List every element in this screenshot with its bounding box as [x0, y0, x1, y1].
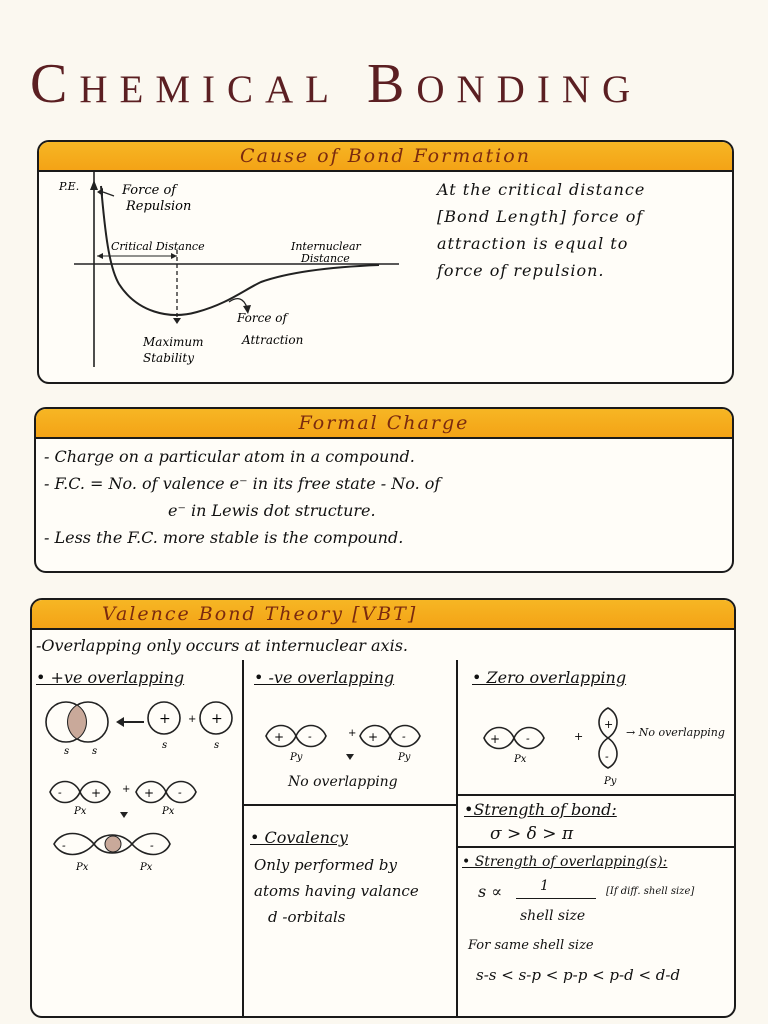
svg-text:-: - [526, 732, 530, 745]
row-divider [458, 846, 734, 848]
bond-formation-notes [437, 176, 727, 284]
covalency-line: atoms having valance [254, 882, 419, 900]
note-line: force of repulsion. [437, 261, 605, 280]
px-label: Px [140, 862, 153, 873]
svg-text:+: + [144, 786, 155, 800]
svg-text:+: + [188, 714, 197, 725]
fraction-bar [516, 898, 596, 899]
svg-text:-: - [58, 786, 62, 799]
potential-energy-graph [39, 172, 439, 382]
positive-overlap-title: • +ve overlapping [36, 668, 185, 687]
py-label: Py [398, 752, 411, 763]
svg-text:+: + [159, 711, 171, 727]
attraction-label: Force of Attraction [237, 311, 304, 347]
zero-overlap-result: → No overlapping [626, 726, 725, 739]
svg-text:-: - [178, 786, 182, 799]
svg-text:+: + [91, 786, 102, 800]
strength-overlap-note: [If diff. shell size] [606, 886, 695, 897]
formal-charge-card [34, 407, 734, 573]
svg-text:+: + [274, 730, 285, 744]
strength-overlap-title: • Strength of overlapping(s): [462, 854, 668, 870]
s-label: s [162, 740, 168, 751]
svg-text:+: + [368, 730, 379, 744]
column-divider [456, 660, 458, 1016]
svg-text:+: + [122, 784, 131, 795]
vbt-intro: -Overlapping only occurs at internuclear axis. [36, 636, 408, 655]
svg-text:+: + [211, 711, 223, 727]
arrow-left-icon [116, 717, 124, 727]
svg-text:-: - [62, 839, 66, 852]
px-label: Px [76, 862, 89, 873]
critical-distance-label: Critical Distance [111, 240, 205, 253]
svg-text:+: + [490, 732, 501, 746]
note-line: attraction is equal to [437, 234, 629, 253]
strength-bond-title: •Strength of bond: [464, 800, 617, 819]
zero-overlap-diagram [462, 704, 732, 794]
svg-text:+: + [604, 718, 614, 731]
internuclear-label: Internuclear Distance [291, 240, 361, 265]
page-title: Chemical Bonding [30, 53, 643, 115]
py-label: Py [604, 776, 617, 787]
covalency-title: • Covalency [250, 828, 348, 847]
px-label: Px [162, 806, 175, 817]
covalency-line: Only performed by [254, 856, 397, 874]
formal-charge-line: e⁻ in Lewis dot structure. [168, 501, 376, 520]
px-label: Px [74, 806, 87, 817]
svg-text:-: - [150, 839, 154, 852]
strength-overlap-numerator: 1 [540, 878, 549, 894]
s-label: s [64, 746, 70, 757]
formal-charge-heading: Formal Charge [36, 409, 732, 439]
positive-overlap-diagram [36, 692, 242, 962]
row-divider [458, 794, 734, 796]
s-label: s [92, 746, 98, 757]
stability-label: Maximum Stability [143, 335, 204, 365]
negative-overlap-result: No overlapping [288, 774, 398, 790]
svg-text:-: - [605, 750, 609, 763]
svg-text:-: - [308, 730, 312, 743]
y-axis-label: P.E. [59, 180, 80, 193]
svg-text:-: - [402, 730, 406, 743]
svg-text:+: + [348, 728, 357, 739]
py-label: Py [290, 752, 303, 763]
strength-overlap-relation: s ∝ [478, 882, 503, 901]
formal-charge-line: - Less the F.C. more stable is the compound. [44, 528, 404, 547]
y-axis-arrow-icon [90, 180, 98, 190]
negative-overlap-diagram [250, 708, 450, 808]
note-line: At the critical distance [437, 180, 646, 199]
formal-charge-line: - F.C. = No. of valence e⁻ in its free state - No. of [44, 474, 441, 493]
column-divider [242, 660, 244, 1016]
strength-overlap-order: s-s < s-p < p-p < p-d < d-d [476, 966, 681, 984]
note-line: [Bond Length] force of [437, 207, 644, 226]
svg-text:+: + [574, 730, 584, 743]
covalency-line: d -orbitals [268, 908, 346, 926]
vbt-heading: Valence Bond Theory [VBT] [32, 600, 734, 630]
strength-bond-order: σ > δ > π [490, 824, 574, 844]
vbt-card [30, 598, 736, 1018]
negative-overlap-title: • -ve overlapping [254, 668, 395, 687]
strength-overlap-denominator: shell size [520, 908, 586, 924]
same-shell-note: For same shell size [468, 938, 594, 953]
formal-charge-line: - Charge on a particular atom in a compound. [44, 447, 415, 466]
bond-formation-card [37, 140, 734, 384]
repulsion-label: Force of Repulsion [122, 183, 192, 214]
bond-formation-heading: Cause of Bond Formation [39, 142, 732, 172]
zero-overlap-title: • Zero overlapping [472, 668, 627, 687]
px-label: Px [514, 754, 527, 765]
s-label: s [214, 740, 220, 751]
